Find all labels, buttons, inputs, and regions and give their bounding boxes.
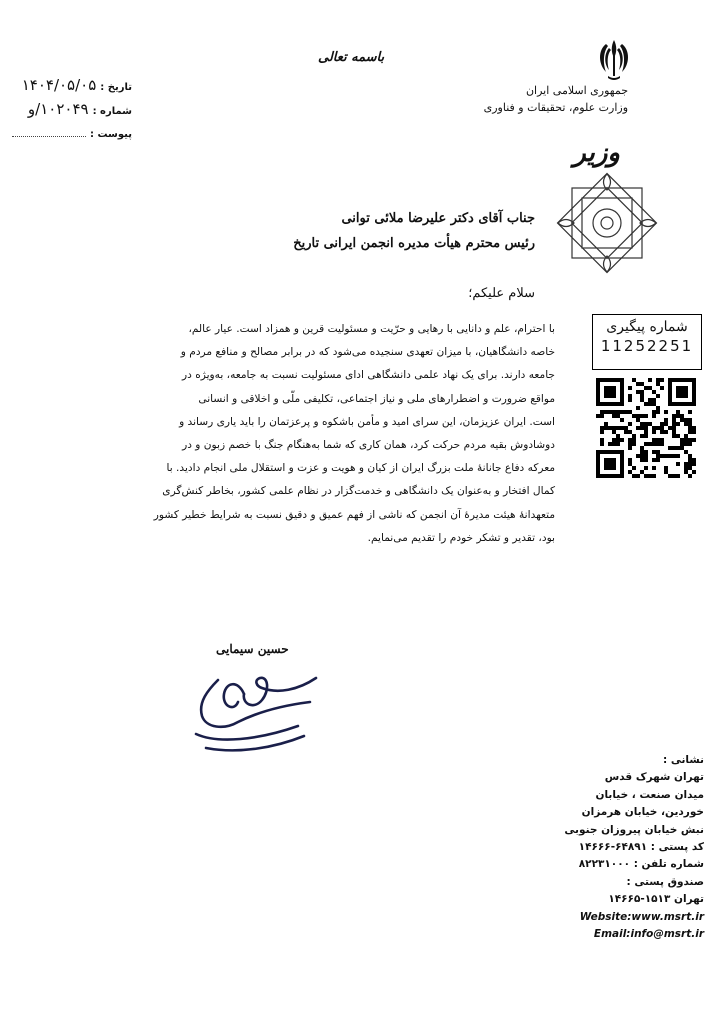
number-value: ۱۰۲۰۴۹/و xyxy=(27,100,89,118)
addressee-name: جناب آقای دکتر علیرضا ملائی توانی xyxy=(341,211,535,226)
attachment-dotted-line xyxy=(12,126,86,137)
qr-code-icon xyxy=(596,378,696,478)
date-value: ۱۴۰۴/۰۵/۰۵ xyxy=(21,76,97,94)
body-line: معرکه دفاع جانانهٔ ملت بزرگ ایران از کیان و هویت و عزت و استقلال ملی انجام دادید. با xyxy=(166,462,555,475)
po-box-label: صندوق پستی : xyxy=(626,875,704,888)
email-link[interactable]: Email:info@msrt.ir xyxy=(593,928,704,941)
office-title: وزیر xyxy=(573,138,620,168)
tracking-label: شماره پیگیری xyxy=(606,319,688,335)
handwritten-signature-icon xyxy=(178,660,328,760)
number-row xyxy=(12,100,132,118)
address-line: نبش خیابان پیروزان جنوبی xyxy=(564,823,704,836)
body-line: خاصه دانشگاهیان، با میزان تعهدی سنجیده می‌شود که در برابر مصالح و منافع مردم و xyxy=(180,346,555,359)
body-line: است. ایران عزیزمان، این سرای امید و مأمن باشکوه و پرعزتمان را باید یاری رساند و xyxy=(179,415,555,428)
phone-number: شماره تلفن : ۸۲۲۳۱۰۰۰ xyxy=(578,858,704,871)
islamic-star-ornament-icon xyxy=(552,168,662,278)
salutation: سلام علیکم؛ xyxy=(468,286,535,301)
body-line: دوشادوش بقیه مردم حرکت کرد، همان کاری که شما به‌هنگام جنگ با خصم زبون و در xyxy=(182,439,555,452)
basmeh-heading: باسمه تعالی xyxy=(318,50,385,65)
postal-code: کد پستی : ۶۴۸۹۱-۱۴۶۶۶ xyxy=(578,841,704,854)
addressee-block xyxy=(293,206,535,256)
addressee-title: رئیس محترم هیأت مدیره انجمن ایرانی تاریخ xyxy=(293,236,535,251)
ministry-name xyxy=(483,82,628,116)
body-line: با احترام، علم و دانایی با رهایی و حرّیت و مسئولیت قرین و همزاد است. عیار عالم، xyxy=(188,323,555,335)
date-label: تاریخ : xyxy=(100,82,132,93)
letter-body xyxy=(28,318,555,550)
po-box: تهران ۱۵۱۳-۱۴۶۶۵ xyxy=(608,893,704,906)
body-line: کمال افتخار و به‌عنوان یک دانشگاهی و خدمت‌گزار در نظام علمی کشور، بخاطر کنش‌گری xyxy=(162,485,555,498)
body-line: مواقع ضرورت و اضطرارهای ملی و نیاز اجتماعی، تکلیفی ملّی و اخلاقی و انسانی xyxy=(198,392,555,405)
ministry-line-2: وزارت علوم، تحقیقات و فناوری xyxy=(483,101,628,114)
signer-name: حسین سیمایی xyxy=(216,642,289,656)
date-row xyxy=(12,76,132,94)
attachment-label: پیوست : xyxy=(89,129,132,140)
body-line: بود، تقدیر و تشکر خودم را تقدیم می‌نمایم. xyxy=(367,531,555,544)
ministry-line-1: جمهوری اسلامی ایران xyxy=(525,84,628,97)
address-title: نشانی : xyxy=(663,754,704,766)
website-link[interactable]: Website:www.msrt.ir xyxy=(579,910,704,923)
body-line: جامعه دارند. برای یک نهاد علمی دانشگاهی ادای مسئولیت نسبت به جامعه، به‌ویژه در xyxy=(182,369,555,382)
address-line: خوردین، خیابان هرمزان xyxy=(581,806,704,819)
tracking-box xyxy=(592,314,702,370)
address-block xyxy=(534,752,704,943)
number-label: شماره : xyxy=(92,106,132,117)
iran-emblem-icon xyxy=(594,38,634,82)
body-line: متعهدانهٔ هیئت مدیرهٔ آن انجمن که ناشی از فهم عمیق و دقیق نسبت به شرایط خطیر کشور xyxy=(153,508,555,521)
attachment-row xyxy=(12,126,132,140)
tracking-number: 11252251 xyxy=(600,337,694,355)
address-line: میدان صنعت ، خیابان xyxy=(595,788,704,801)
address-line: تهران شهرک قدس xyxy=(604,771,704,784)
